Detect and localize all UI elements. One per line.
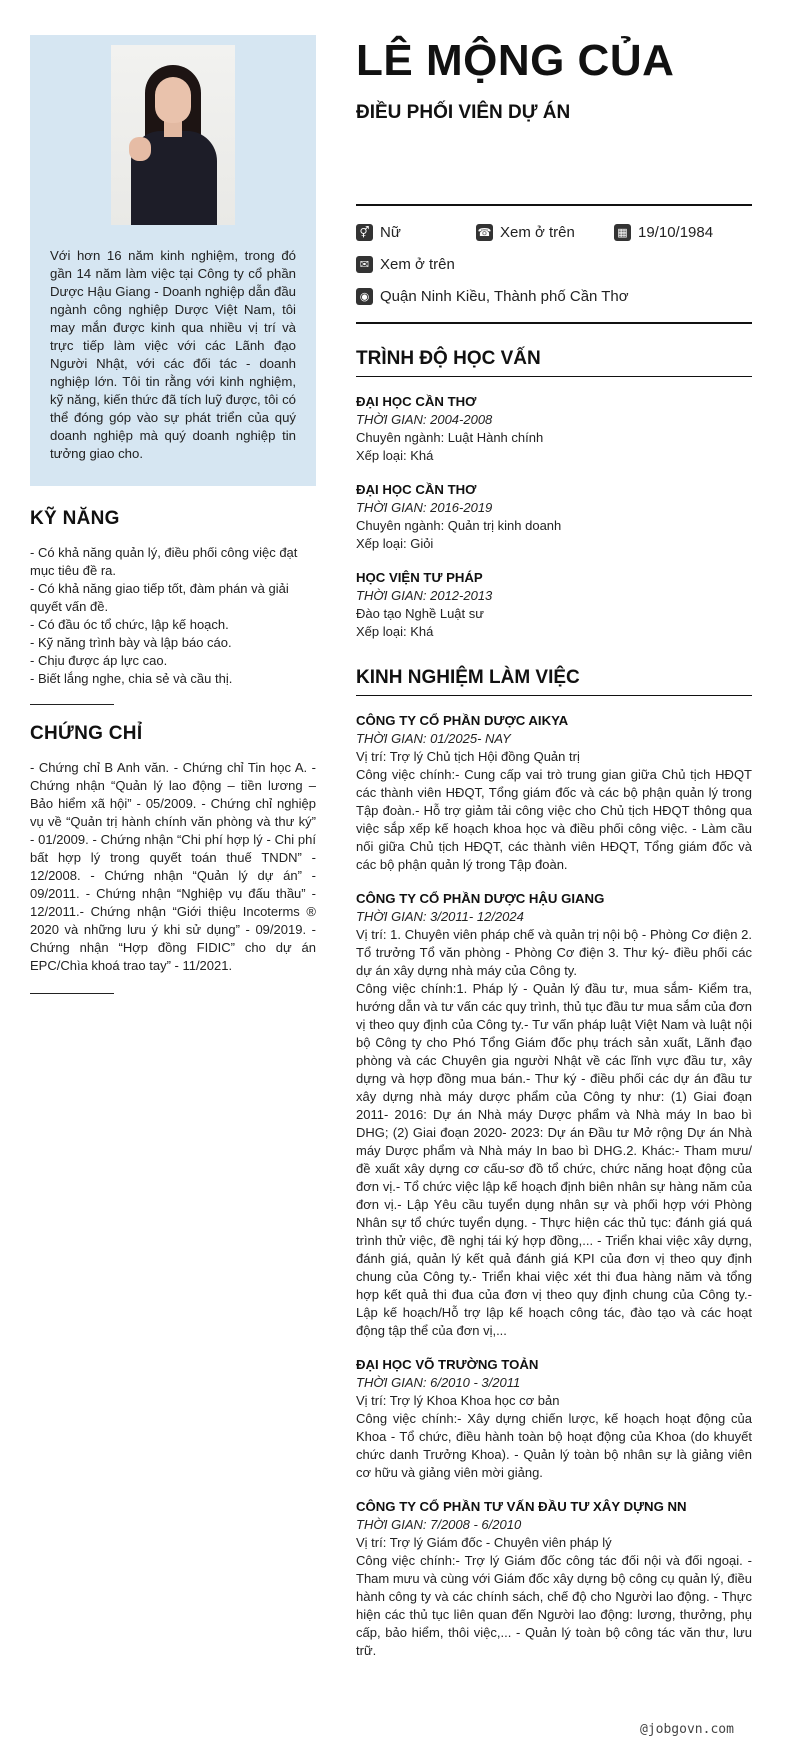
education-time: THỜI GIAN: 2012-2013 [356, 588, 493, 603]
location-pin-icon: ◉ [356, 288, 373, 305]
gender-value: Nữ [380, 223, 401, 241]
experience-description: Công việc chính:- Xây dựng chiến lược, kế hoạch hoạt động của Khoa - Tổ chức, điều hành toàn bộ hoạt động của Khoa (do khuyết chức danh Trưởng Khoa). - Quản lý toàn bộ nhân sự là giảng viên cơ hữu và giảng viên mời giảng. [356, 1411, 752, 1480]
education-major: Chuyên ngành: Quản trị kinh doanh [356, 518, 562, 533]
experience-position: Vị trí: Trợ lý Khoa Khoa học cơ bản [356, 1393, 560, 1408]
education-time: THỜI GIAN: 2016-2019 [356, 500, 493, 515]
experience-time: THỜI GIAN: 3/2011- 12/2024 [356, 909, 524, 924]
contact-info [356, 206, 752, 322]
education-title: TRÌNH ĐỘ HỌC VẤN [356, 348, 752, 377]
right-column [356, 32, 752, 1660]
section-divider [30, 993, 114, 994]
experience-company: ĐẠI HỌC VÕ TRƯỜNG TOẢN [356, 1357, 539, 1372]
experience-position: Vị trí: Trợ lý Giám đốc - Chuyên viên pháp lý [356, 1535, 612, 1550]
email-icon: ✉ [356, 256, 373, 273]
experience-description: Công việc chính:- Trợ lý Giám đốc công tác đối nội và đối ngoại. - Tham mưu và cùng với Giám đốc xây dựng bộ công cụ quản lý, điều hành công ty và các chính sách, chế độ cho Người lao động. - Thực hiện các thủ tục liên quan đến Người lao động: lương, thưởng, phụ cấp, bảo hiểm, thôi việc,... - Quản lý toàn bộ công tác văn thư, lưu trữ. [356, 1553, 752, 1658]
experience-position: Vị trí: Trợ lý Chủ tịch Hội đồng Quản trị [356, 749, 580, 764]
email-field [356, 256, 455, 273]
certificates-text: - Chứng chỉ B Anh văn. - Chứng chỉ Tin học A. - Chứng nhận “Quản lý lao động – tiền lương – Bảo hiểm xã hội” - 05/2009. - Chứng chỉ nghiệp vụ về “Quản trị hành chính văn phòng và thư ký” - 01/2009. - Chứng nhận “Chi phí hợp lý - Chi phí bất hợp lý trong quyết toán thuế TNDN” - 12/2008. - Chứng nhận “Quản lý dự án” - 09/2011. - Chứng nhận “Nghiệp vụ đấu thầu” - 12/2011.- Chứng nhận “Giới thiệu Incoterms ® 2020 và những lưu ý khi sử dụng” - 09/2019. - Chứng nhận “Hợp đồng FIDIC” cho dự án EPC/Chìa khoá trao tay” - 11/2021. [30, 760, 316, 973]
address-value: Quận Ninh Kiều, Thành phố Cần Thơ [380, 287, 629, 305]
section-divider [30, 704, 114, 705]
education-entry [356, 481, 752, 553]
experience-entry [356, 1498, 752, 1660]
job-title: ĐIỀU PHỐI VIÊN DỰ ÁN [356, 102, 571, 123]
experience-entry [356, 890, 752, 1340]
address-field [356, 288, 629, 305]
intro-text: Với hơn 16 năm kinh nghiệm, trong đó gần 14 năm làm việc tại Công ty cổ phần Dược Hậu Giang - Doanh nghiệp dẫn đầu ngành công nghiệp Dược Việt Nam, tôi may mắn được kinh qua nhiều vị trí và trực tiếp làm việc với các Lãnh đạo Người Nhật, với các đối tác - doanh nghiệp lớn. Tôi tin rằng với kinh nghiệm, kỹ năng, kiến thức đã tích luỹ được, tôi có thể đóng góp vào sự phát triển của quý doanh nghiệp mà quý doanh nghiệp tin tưởng giao cho. [50, 248, 296, 461]
gender-icon: ⚥ [356, 224, 373, 241]
skill-item: - Biết lắng nghe, chia sẻ và cầu thị. [30, 671, 233, 686]
education-grade: Xếp loại: Khá [356, 448, 434, 463]
phone-value: Xem ở trên [500, 223, 575, 241]
education-major: Chuyên ngành: Luật Hành chính [356, 430, 544, 445]
phone-field [476, 224, 614, 241]
experience-company: CÔNG TY CỔ PHẦN DƯỢC HẬU GIANG [356, 891, 605, 906]
education-school: ĐẠI HỌC CẦN THƠ [356, 482, 477, 497]
email-value: Xem ở trên [380, 255, 455, 273]
experience-company: CÔNG TY CỔ PHẦN TƯ VẤN ĐẦU TƯ XÂY DỰNG NN [356, 1499, 687, 1514]
education-time: THỜI GIAN: 2004-2008 [356, 412, 493, 427]
experience-time: THỜI GIAN: 01/2025- NAY [356, 731, 511, 746]
education-school: ĐẠI HỌC CẦN THƠ [356, 394, 477, 409]
experience-description: Công việc chính:- Cung cấp vai trò trung gian giữa Chủ tịch HĐQT các thành viên HĐQT, Tổng giám đốc và các bộ phận quản lý trong Tập đoàn.- Hỗ trợ giảm tải công việc cho Chủ tịch HĐQT thông qua việc sắp xếp kế hoạch khoa học và điều phối công việc. - Làm cầu nối giữa Chủ tịch HĐQT, các thành viên HĐQT, Tổng giám đốc và các bộ phận quản lý trong Tập đoàn. [356, 767, 752, 872]
education-grade: Xếp loại: Giỏi [356, 536, 434, 551]
phone-icon: ☎ [477, 225, 492, 239]
experience-company: CÔNG TY CỔ PHẦN DƯỢC AIKYA [356, 713, 569, 728]
birthdate-field [614, 224, 713, 241]
education-school: HỌC VIỆN TƯ PHÁP [356, 570, 483, 585]
skill-item: - Có khả năng quản lý, điều phối công việc đạt mục tiêu đề ra. [30, 545, 298, 578]
skill-item: - Có đầu óc tổ chức, lập kế hoạch. [30, 617, 229, 632]
full-name: LÊ MỘNG CỦA [356, 36, 675, 85]
gender-field [356, 224, 476, 241]
certificates-title: CHỨNG CHỈ [30, 723, 143, 744]
experience-entry [356, 712, 752, 874]
experience-time: THỜI GIAN: 6/2010 - 3/2011 [356, 1375, 521, 1390]
skill-item: - Có khả năng giao tiếp tốt, đàm phán và giải quyết vấn đề. [30, 581, 289, 614]
experience-entry [356, 1356, 752, 1482]
skills-title: KỸ NĂNG [30, 508, 120, 529]
contact-divider-bottom [356, 322, 752, 324]
experience-description: Công việc chính:1. Pháp lý - Quản lý đầu tư, mua sắm- Kiểm tra, hướng dẫn và tư vấn các quy trình, thủ tục đầu tư mua sắm của đơn vị theo quy định của Công ty.- Tư vấn pháp luật Việt Nam và luật nội bộ Công ty cho Phó Tổng Giám đốc phụ trách sản xuất, Lãnh đạo phòng và các Chuyên gia người Nhật về các lĩnh vực đầu tư, xây dựng và hợp đồng mua bán.- Thư ký - điều phối các dự án đầu tư xây dựng nhà máy dược phẩm của Công ty như: (1) Giai đoạn 2011- 2016: Dự án Nhà máy Dược phẩm và Nhà máy In bao bì DHG; (2) Giai đoạn 2020- 2023: Dự án Đầu tư Mở rộng Dự án Nhà máy Dược phẩm và Nhà máy In bao bì DHG.2. Khác:- Tham mưu/đề xuất xây dựng cơ cấu-sơ đồ tổ chức, chức năng hoạt động của đơn vị.- Tổ chức việc lập kế hoạch định biên nhân sự hàng năm của đơn vị.- Lập Yêu cầu tuyển dụng nhân sự và phối hợp với Phòng Nhân sự tổ chức tuyển dụng. - Thực hiện các thủ tục: đánh giá quá trình thử việc, đề nghị tái ký hợp đồng,... - Triển khai việc xây dựng, đánh giá, quản lý kết quả đánh giá KPI của đơn vị theo quy định chung của Công ty.- Triển khai việc xét thi đua hàng năm và tổng hợp kết quả thi đua của đơn vị theo quy định chung của Công ty.- Lập kế hoạch/Hỗ trợ lập kế hoạch công tác, đào tạo và các hoạt động tập thể của đơn vị,... [356, 981, 752, 1338]
education-entry [356, 569, 752, 641]
education-entry [356, 393, 752, 465]
watermark: @jobgovn.com [640, 1722, 734, 1737]
certificates-section [30, 723, 316, 994]
left-column [30, 35, 316, 994]
skill-item: - Chịu được áp lực cao. [30, 653, 168, 668]
education-major: Đào tạo Nghề Luật sư [356, 606, 484, 621]
experience-title: KINH NGHIỆM LÀM VIỆC [356, 667, 752, 696]
experience-time: THỜI GIAN: 7/2008 - 6/2010 [356, 1517, 522, 1532]
experience-position: Vị trí: 1. Chuyên viên pháp chế và quản trị nội bộ - Phòng Cơ điện 2. Tổ trưởng Tổ văn phòng - Phòng Cơ điện 3. Thư ký- điều phối các dự án xây dựng nhà máy của Công ty. [356, 927, 752, 978]
birthdate-value: 19/10/1984 [638, 223, 714, 241]
skills-section [30, 508, 316, 705]
skill-item: - Kỹ năng trình bày và lập báo cáo. [30, 635, 232, 650]
profile-box [30, 35, 316, 486]
education-grade: Xếp loại: Khá [356, 624, 434, 639]
calendar-icon: ▦ [614, 224, 631, 241]
profile-photo [111, 45, 235, 225]
